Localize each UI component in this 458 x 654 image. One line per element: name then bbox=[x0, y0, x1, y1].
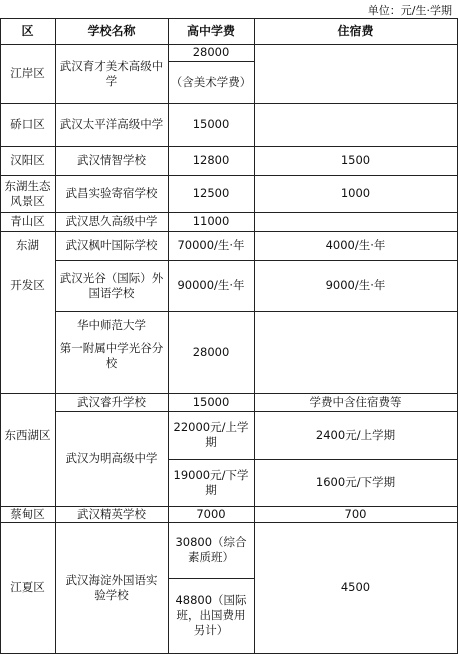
boarding-cell bbox=[254, 311, 457, 393]
boarding-cell bbox=[254, 212, 457, 231]
district-cell: 开发区 bbox=[10, 277, 45, 292]
tuition-cell: 90000/生·年 bbox=[177, 278, 245, 292]
school-cell: 武汉光谷（国际）外国语学校 bbox=[59, 270, 164, 300]
school-cell: 武汉海淀外国语实验学校 bbox=[65, 572, 158, 602]
tuition-cell: 7000 bbox=[196, 506, 226, 521]
header-school: 学校名称 bbox=[87, 23, 136, 38]
header-district: 区 bbox=[21, 23, 34, 38]
school-cell: 武汉思久高级中学 bbox=[65, 214, 158, 228]
header-tuition: 高中学费 bbox=[186, 23, 235, 38]
boarding-cell: 9000/生·年 bbox=[325, 278, 386, 292]
school-cell: 武汉情智学校 bbox=[77, 153, 146, 167]
boarding-cell: 学费中含住宿费等 bbox=[309, 394, 402, 409]
tuition-cell: 12500 bbox=[192, 186, 230, 200]
district-cell: 青山区 bbox=[10, 214, 45, 228]
boarding-cell bbox=[254, 44, 457, 103]
district-cell: 江夏区 bbox=[10, 580, 45, 594]
district-cell: 江岸区 bbox=[10, 66, 45, 80]
school-cell: 第一附属中学光谷分校 bbox=[59, 341, 164, 370]
school-cell: 武汉太平洋高级中学 bbox=[59, 117, 164, 131]
boarding-cell: 2400元/上学期 bbox=[315, 427, 396, 442]
tuition-cell: 28000 bbox=[192, 45, 230, 59]
tuition-cell: 70000/生·年 bbox=[177, 238, 245, 252]
tuition-cell: 28000 bbox=[192, 344, 230, 359]
district-cell: 东湖生态风景区 bbox=[4, 178, 51, 208]
school-cell: 武昌实验寄宿学校 bbox=[65, 186, 158, 200]
boarding-cell: 1500 bbox=[340, 153, 371, 167]
school-cell: 武汉精英学校 bbox=[77, 506, 146, 521]
boarding-cell: 1000 bbox=[340, 186, 371, 200]
boarding-cell: 4000/生·年 bbox=[325, 238, 386, 252]
district-cell: 汉阳区 bbox=[10, 153, 45, 167]
school-cell: 武汉为明高级中学 bbox=[65, 451, 158, 465]
district-cell: 硚口区 bbox=[10, 117, 45, 131]
boarding-cell: 1600元/下学期 bbox=[315, 475, 396, 489]
tuition-cell: 30800（综合素质班） bbox=[175, 535, 247, 564]
header-boarding: 住宿费 bbox=[337, 23, 374, 38]
tuition-cell: 48800（国际班，出国费用另计） bbox=[175, 593, 247, 637]
district-cell: 蔡甸区 bbox=[10, 506, 45, 521]
district-cell: 东西湖区 bbox=[4, 427, 51, 442]
tuition-cell: 15000 bbox=[192, 117, 230, 131]
school-cell: 武汉睿升学校 bbox=[77, 394, 146, 409]
district-cell: 东湖 bbox=[16, 237, 39, 252]
school-cell: 武汉枫叶国际学校 bbox=[65, 238, 158, 252]
boarding-cell: 700 bbox=[344, 506, 367, 521]
unit-note: 单位：元/生·学期 bbox=[367, 4, 452, 17]
tuition-note-cell: （含美术学费） bbox=[170, 74, 252, 89]
tuition-cell: 11000 bbox=[192, 214, 230, 228]
school-cell: 华中师范大学 bbox=[77, 317, 146, 332]
tuition-cell: 12800 bbox=[192, 153, 230, 167]
tuition-cell: 22000元/上学期 bbox=[173, 420, 249, 449]
boarding-cell bbox=[254, 103, 457, 146]
tuition-cell: 19000元/下学期 bbox=[173, 467, 249, 497]
school-cell: 武汉育才美术高级中学 bbox=[59, 58, 164, 88]
tuition-cell: 15000 bbox=[192, 394, 230, 409]
boarding-cell: 4500 bbox=[340, 580, 371, 594]
